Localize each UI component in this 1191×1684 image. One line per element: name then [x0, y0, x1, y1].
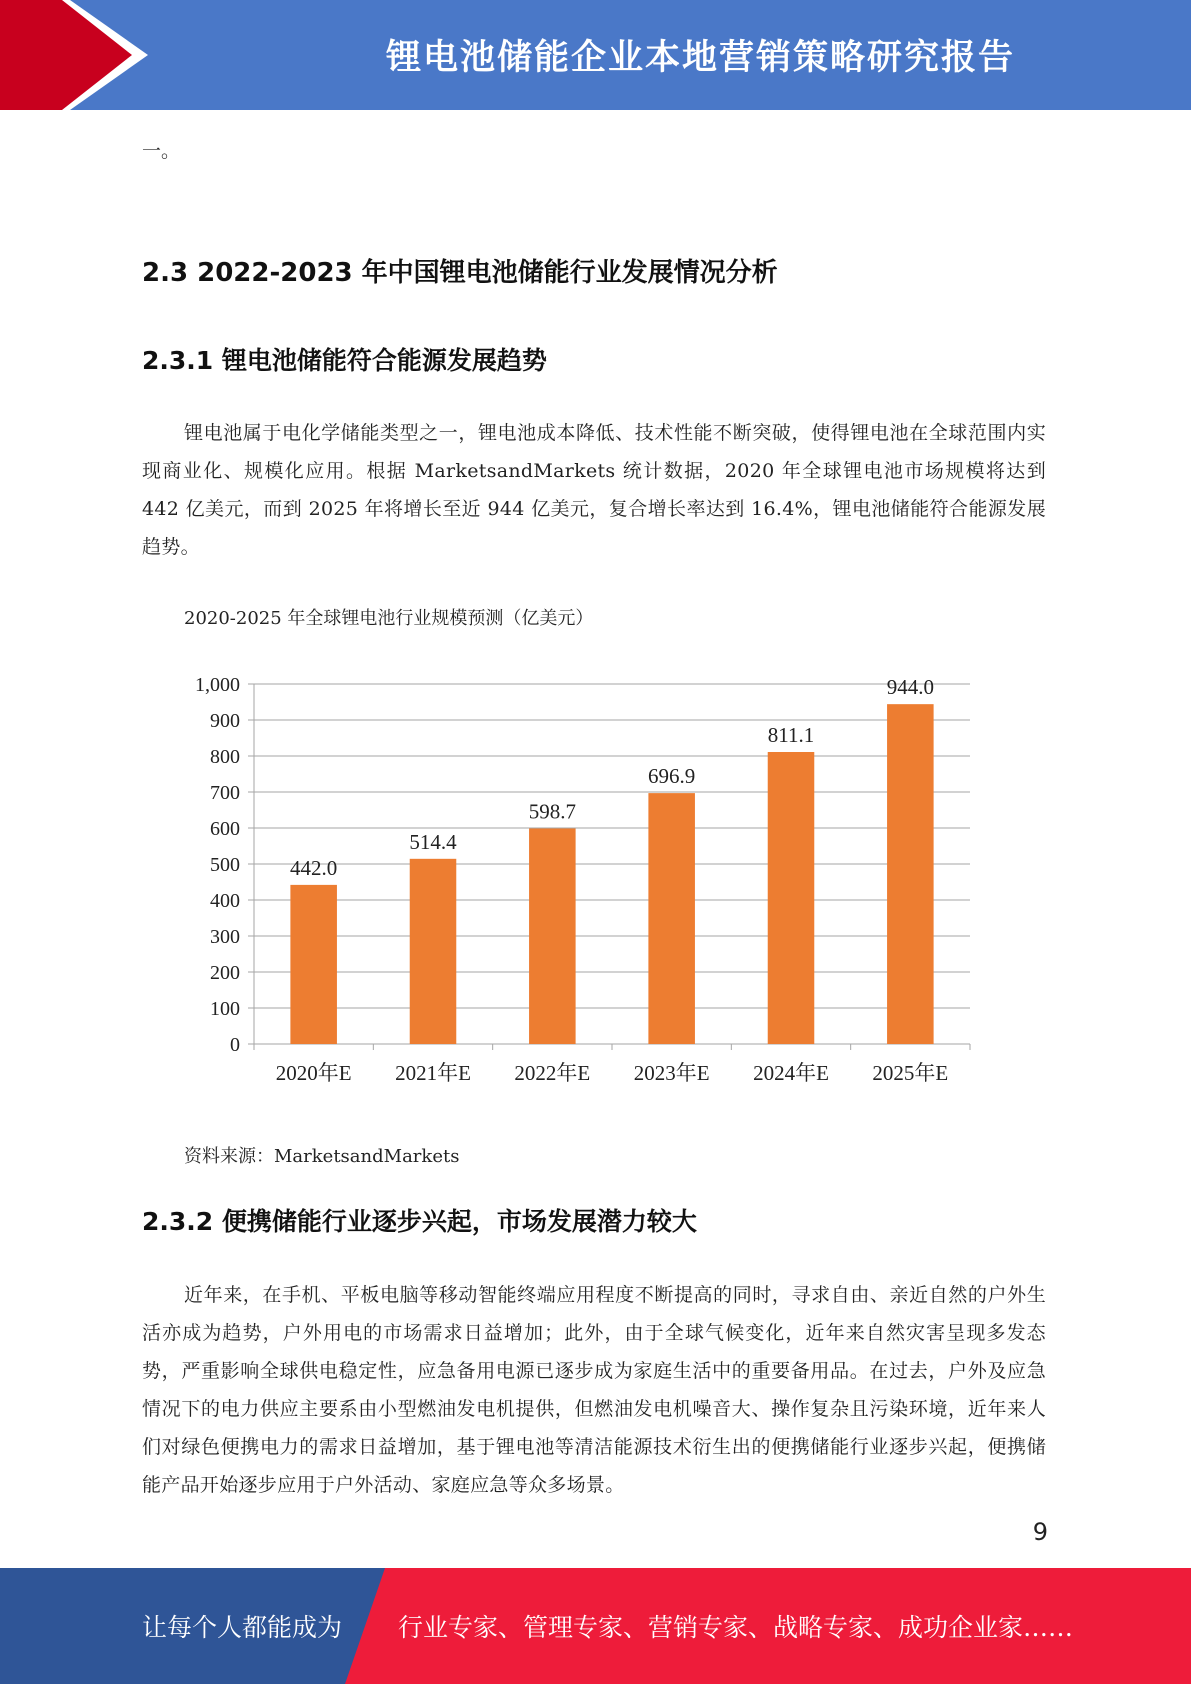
- x-tick-label: 2022年E: [514, 1061, 591, 1085]
- x-tick-label: 2020年E: [275, 1061, 352, 1085]
- data-label: 442.0: [290, 855, 338, 880]
- page-header: [0, 0, 1191, 110]
- footer-slogan-left: 让每个人都能成为: [142, 1613, 343, 1642]
- section-2-3-heading: 2.3 2022-2023 年中国锂电池储能行业发展情况分析: [142, 258, 778, 288]
- data-bar: [887, 704, 934, 1044]
- y-tick-label: 300: [210, 926, 240, 948]
- x-tick-label: 2024年E: [753, 1061, 829, 1085]
- data-bar: [648, 793, 695, 1044]
- section-2-3-2-heading: 2.3.2 便携储能行业逐步兴起，市场发展潜力较大: [142, 1207, 697, 1236]
- section-2-3-2-paragraph: 近年来，在手机、平板电脑等移动智能终端应用程度不断提高的同时，寻求自由、亲近自然的户外生活亦成为趋势，户外用电的市场需求日益增加；此外，由于全球气候变化，近年来自然灾害呈现多发态势，严重影响全球供电稳定性，应急备用电源已逐步成为家庭生活中的重要备用品。在过去，户外及应急情况下的电力供应主要系由小型燃油发电机提供，但燃油发电机噪音大、操作复杂且污染环境，近年来人们对绿色便携电力的需求日益增加，基于锂电池等清洁能源技术衍生出的便携储能行业逐步兴起，便携储能产品开始逐步应用于户外活动、家庭应急等众多场景。: [142, 1284, 1046, 1496]
- y-tick-label: 200: [210, 962, 240, 984]
- chart-caption: 2020-2025 年全球锂电池行业规模预测（亿美元）: [184, 608, 594, 629]
- y-tick-label: 700: [210, 782, 240, 804]
- data-label: 598.7: [528, 799, 576, 824]
- header-chevron-decoration: [0, 0, 160, 110]
- section-2-3-1-heading: 2.3.1 锂电池储能符合能源发展趋势: [142, 346, 547, 375]
- data-label: 944.0: [886, 675, 934, 700]
- market-size-bar-chart: [170, 660, 990, 1100]
- y-tick-label: 0: [230, 1034, 240, 1056]
- y-tick-label: 800: [210, 746, 240, 768]
- page-number: 9: [1032, 1518, 1048, 1546]
- data-label: 811.1: [767, 723, 815, 748]
- data-bar: [410, 859, 457, 1044]
- data-bar: [768, 752, 815, 1044]
- data-label: 514.4: [409, 829, 457, 854]
- y-tick-label: 500: [210, 854, 240, 876]
- y-tick-label: 400: [210, 890, 240, 912]
- y-tick-label: 600: [210, 818, 240, 840]
- data-label: 696.9: [648, 764, 696, 789]
- x-tick-label: 2023年E: [633, 1061, 710, 1085]
- source-note: 资料来源：MarketsandMarkets: [184, 1146, 460, 1167]
- section-2-3-1-paragraph: 锂电池属于电化学储能类型之一，锂电池成本降低、技术性能不断突破，使得锂电池在全球范围内实现商业化、规模化应用。根据 MarketsandMarkets 统计数据，2020 年全球锂电池市场规模将达到 442 亿美元，而到 2025 年将增长至近 944 亿美元，复合增长率达到 16.4%，锂电池储能符合能源发展趋势。: [142, 422, 1046, 558]
- leading-fragment: 一。: [142, 140, 181, 162]
- y-tick-label: 100: [210, 998, 240, 1020]
- x-tick-label: 2021年E: [395, 1061, 471, 1085]
- page-footer: [0, 1568, 1191, 1684]
- data-bar: [290, 885, 337, 1044]
- data-bar: [529, 828, 576, 1044]
- x-tick-label: 2025年E: [872, 1061, 949, 1085]
- y-tick-label: 1,000: [195, 674, 240, 696]
- y-tick-label: 900: [210, 710, 240, 732]
- header-title: 锂电池储能企业本地营销策略研究报告: [385, 38, 1015, 78]
- footer-slogan-right: 行业专家、管理专家、营销专家、战略专家、成功企业家……: [398, 1613, 1074, 1642]
